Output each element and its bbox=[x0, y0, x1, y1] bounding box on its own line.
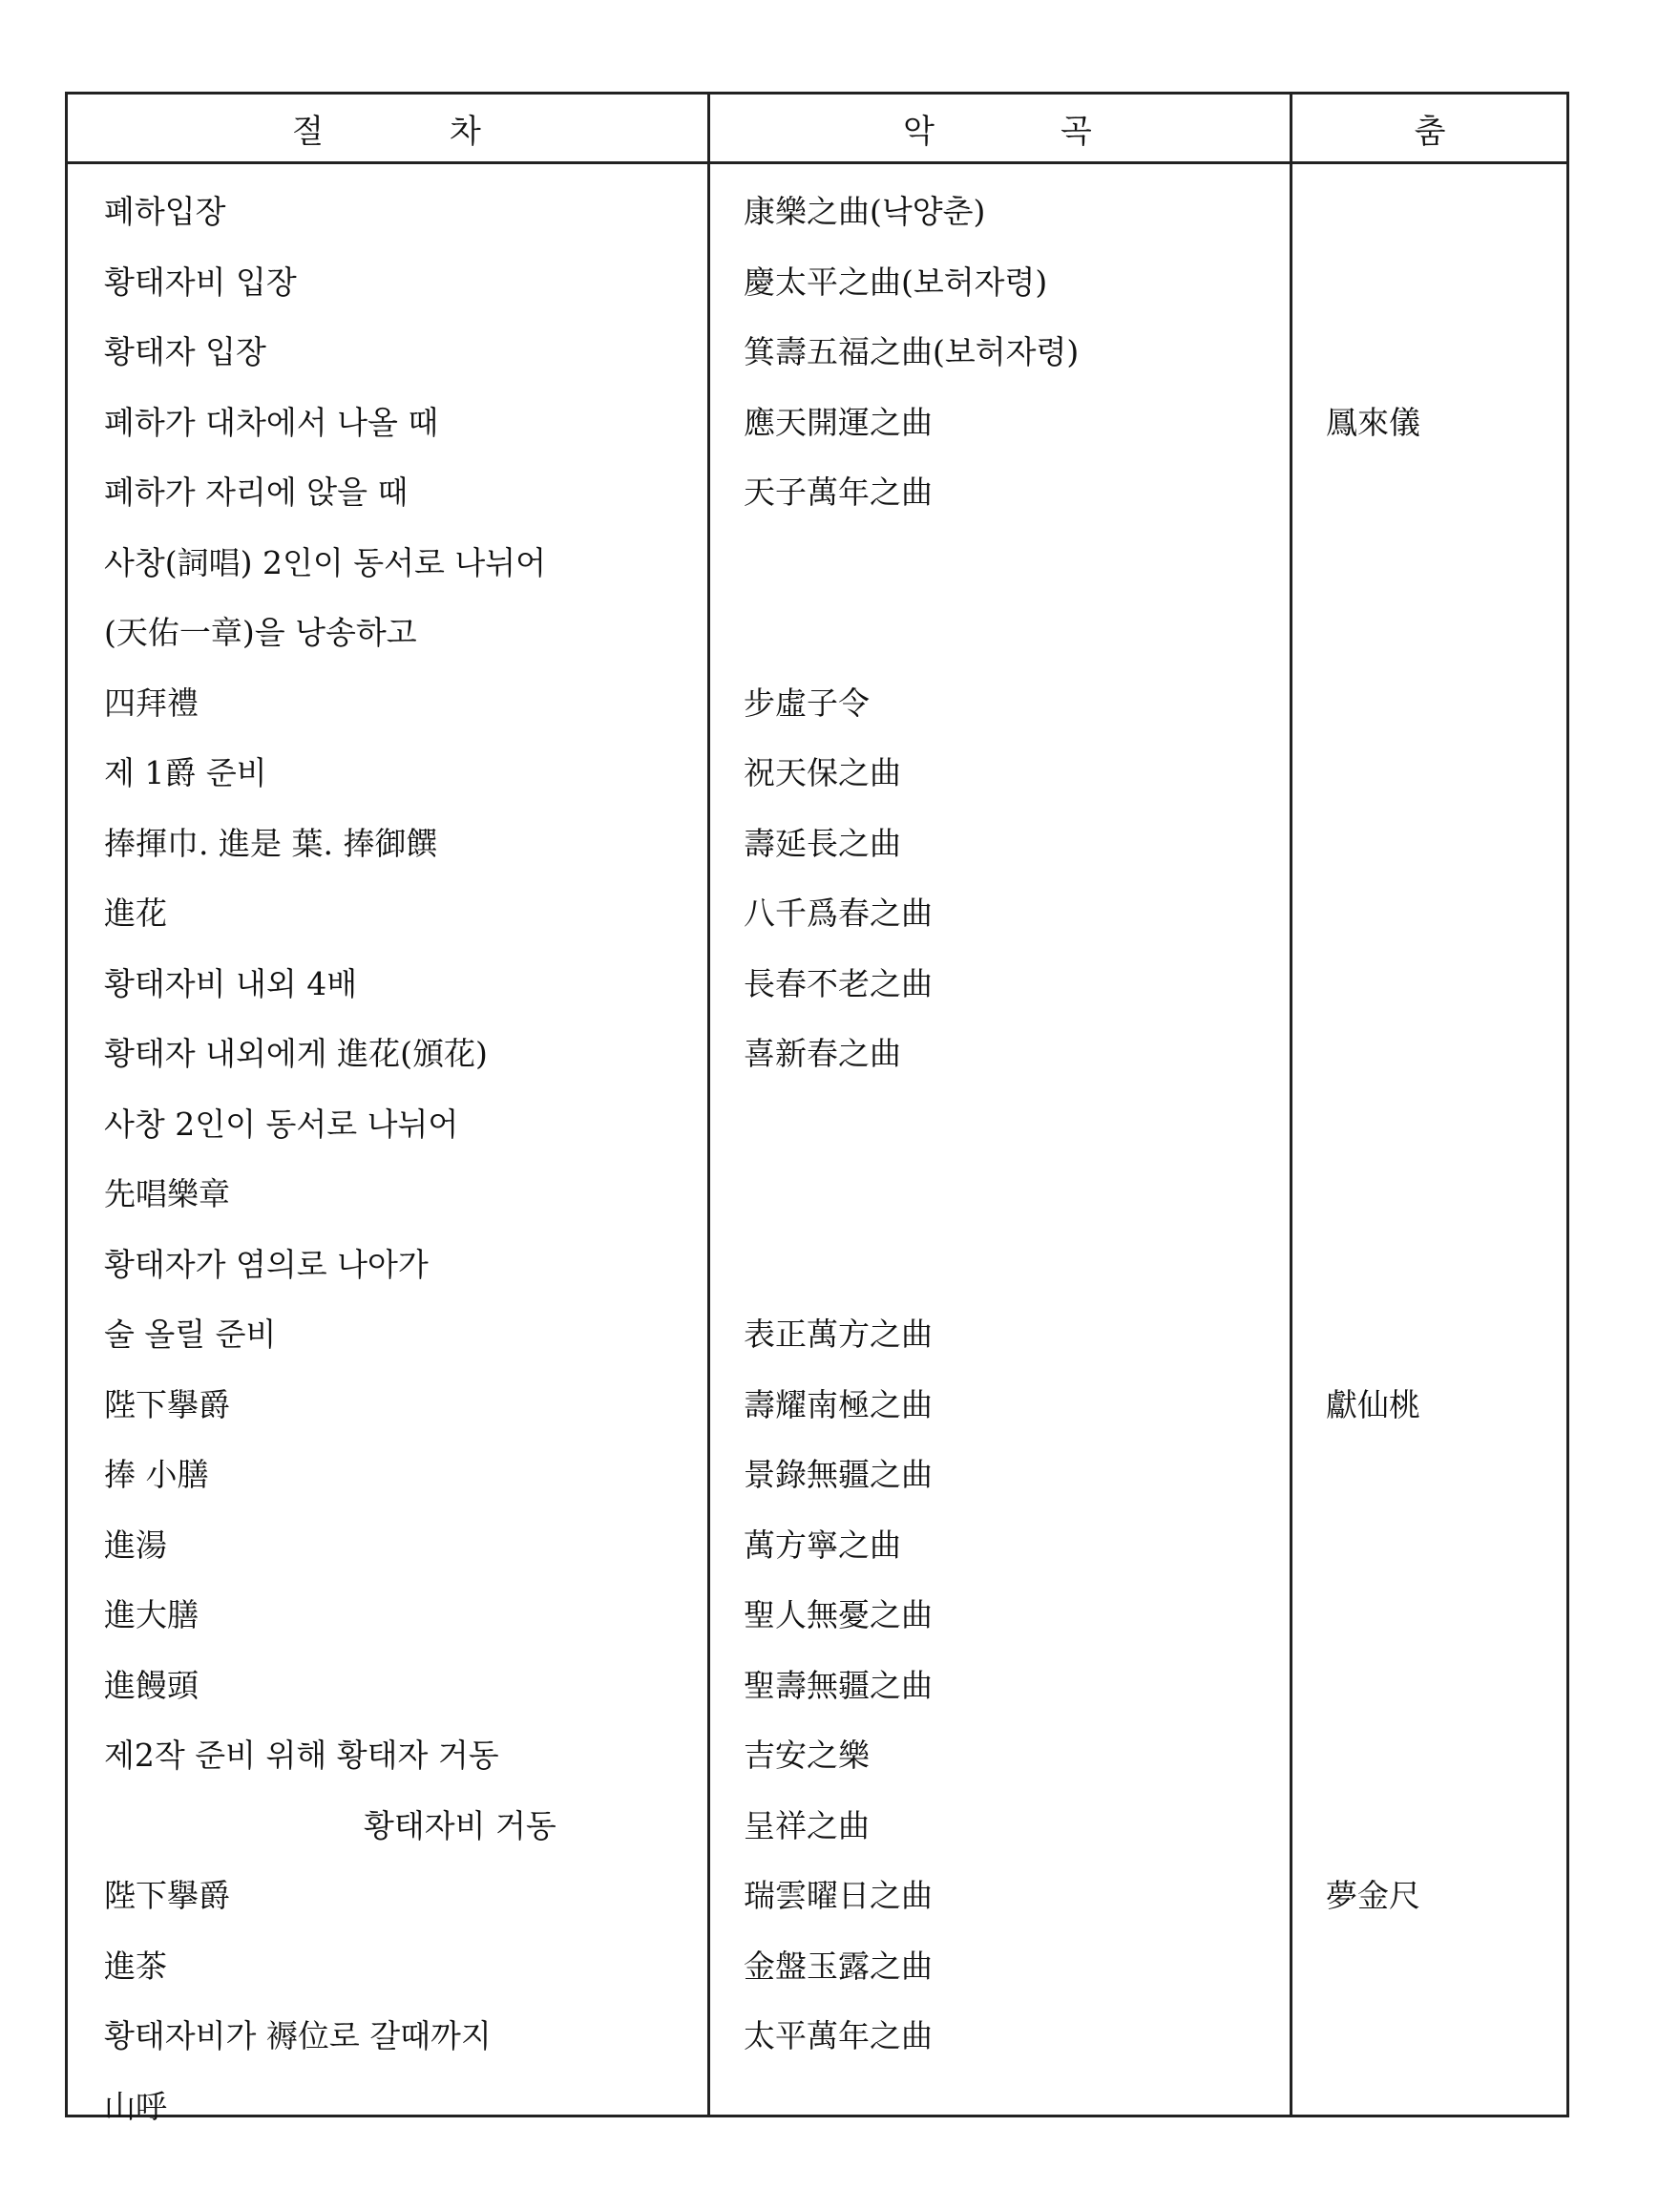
table-row bbox=[68, 878, 1572, 948]
header-music bbox=[707, 95, 1290, 161]
dance-cell bbox=[1326, 1510, 1564, 1580]
procedure-cell: 陛下擧爵 bbox=[104, 1877, 230, 1914]
music-cell: 太平萬年之曲 bbox=[744, 2017, 933, 2054]
music-cell bbox=[744, 2072, 1278, 2141]
dance-cell bbox=[1326, 528, 1564, 598]
music-cell bbox=[744, 598, 1278, 667]
music-cell: 天子萬年之曲 bbox=[744, 474, 933, 511]
dance-cell bbox=[1326, 878, 1564, 948]
music-cell: 喜新春之曲 bbox=[744, 1035, 901, 1072]
procedure-cell: 捧 小膳 bbox=[104, 1456, 209, 1493]
procedure-cell: 進大膳 bbox=[104, 1596, 199, 1633]
procedure-cell: 進花 bbox=[104, 895, 167, 932]
procedure-cell: 폐하가 대차에서 나올 때 bbox=[104, 403, 439, 441]
music-cell: 祝天保之曲 bbox=[744, 754, 901, 791]
dance-cell bbox=[1326, 949, 1564, 1019]
dance-cell bbox=[1326, 598, 1564, 667]
dance-cell bbox=[1326, 1299, 1564, 1369]
music-cell: 聖壽無疆之曲 bbox=[744, 1666, 933, 1704]
procedure-cell: 술 올릴 준비 bbox=[104, 1316, 277, 1353]
table-row bbox=[68, 1510, 1572, 1580]
table-row bbox=[68, 1580, 1572, 1650]
dance-cell bbox=[1326, 1440, 1564, 1509]
dance-cell: 獻仙桃 bbox=[1326, 1385, 1420, 1423]
table-row bbox=[68, 1230, 1572, 1299]
table-row bbox=[68, 1019, 1572, 1088]
procedure-cell: 進湯 bbox=[104, 1526, 167, 1564]
procedure-cell: 황태자비가 褥位로 갈때까지 bbox=[104, 2017, 492, 2054]
music-cell: 壽耀南極之曲 bbox=[744, 1385, 933, 1423]
music-cell bbox=[744, 1089, 1278, 1159]
dance-cell bbox=[1326, 247, 1564, 317]
header-divider bbox=[68, 161, 1566, 164]
table-row bbox=[68, 1861, 1572, 1930]
procedure-cell: 陛下擧爵 bbox=[104, 1385, 230, 1423]
table-row bbox=[68, 528, 1572, 598]
music-cell: 金盤玉露之曲 bbox=[744, 1947, 933, 1985]
dance-cell bbox=[1326, 1089, 1564, 1159]
table-row bbox=[68, 1651, 1572, 1720]
table-row bbox=[68, 1159, 1572, 1229]
table-row bbox=[68, 809, 1572, 878]
procedure-cell: 사창(詞唱) 2인이 동서로 나뉘어 bbox=[104, 543, 546, 581]
dance-cell bbox=[1326, 738, 1564, 808]
dance-cell bbox=[1326, 1580, 1564, 1650]
table-row bbox=[68, 247, 1572, 317]
dance-cell bbox=[1326, 317, 1564, 387]
table-row bbox=[68, 949, 1572, 1019]
program-table bbox=[65, 92, 1569, 2125]
music-cell: 慶太平之曲(보허자령) bbox=[744, 263, 1048, 301]
music-cell: 聖人無憂之曲 bbox=[744, 1596, 933, 1633]
dance-cell bbox=[1326, 1720, 1564, 1790]
dance-cell bbox=[1326, 177, 1564, 246]
table-row bbox=[68, 1791, 1572, 1861]
table-row bbox=[68, 2072, 1572, 2141]
procedure-cell: 山呼 bbox=[104, 2087, 167, 2125]
music-cell bbox=[744, 1159, 1278, 1229]
music-cell: 吉安之樂 bbox=[744, 1737, 870, 1774]
music-cell: 應天開運之曲 bbox=[744, 403, 933, 441]
music-cell: 景錄無疆之曲 bbox=[744, 1456, 933, 1493]
header-procedure-char-1: 절 bbox=[292, 112, 326, 151]
music-cell: 長春不老之曲 bbox=[744, 964, 933, 1002]
procedure-cell: 황태자비 거동 bbox=[364, 1806, 556, 1844]
music-cell: 壽延長之曲 bbox=[744, 824, 901, 862]
procedure-cell: (天佑一章)을 낭송하고 bbox=[104, 614, 417, 651]
music-cell: 箕壽五福之曲(보허자령) bbox=[744, 333, 1080, 370]
procedure-cell: 사창 2인이 동서로 나뉘어 bbox=[104, 1105, 459, 1143]
dance-cell bbox=[1326, 1931, 1564, 2001]
table-row bbox=[68, 177, 1572, 246]
procedure-cell: 황태자가 염의로 나아가 bbox=[104, 1245, 429, 1283]
procedure-cell: 先唱樂章 bbox=[104, 1175, 230, 1212]
music-cell: 八千爲春之曲 bbox=[744, 895, 933, 932]
table-row bbox=[68, 457, 1572, 527]
dance-cell bbox=[1326, 809, 1564, 878]
music-cell: 康樂之曲(낙양춘) bbox=[744, 193, 986, 230]
header-music-char-1: 악 bbox=[903, 112, 936, 151]
music-cell bbox=[744, 528, 1278, 598]
dance-cell: 鳳來儀 bbox=[1326, 403, 1420, 441]
procedure-cell: 황태자비 내외 4배 bbox=[104, 964, 358, 1002]
table-row bbox=[68, 668, 1572, 738]
dance-cell bbox=[1326, 2072, 1564, 2141]
music-cell: 萬方寧之曲 bbox=[744, 1526, 901, 1564]
table-row bbox=[68, 1370, 1572, 1440]
procedure-cell: 황태자 내외에게 進花(頒花) bbox=[104, 1035, 488, 1072]
music-cell: 瑞雲曜日之曲 bbox=[744, 1877, 933, 1914]
table-row bbox=[68, 1720, 1572, 1790]
procedure-cell: 제 1爵 준비 bbox=[104, 754, 267, 791]
dance-cell: 夢金尺 bbox=[1326, 1877, 1420, 1914]
music-cell bbox=[744, 1230, 1278, 1299]
procedure-cell: 進茶 bbox=[104, 1947, 167, 1985]
dance-cell bbox=[1326, 2001, 1564, 2071]
music-cell: 呈祥之曲 bbox=[744, 1806, 870, 1844]
header-procedure-char-2: 차 bbox=[450, 112, 483, 151]
dance-cell bbox=[1326, 1230, 1564, 1299]
procedure-cell: 황태자 입장 bbox=[104, 333, 266, 370]
dance-cell bbox=[1326, 1159, 1564, 1229]
table-row bbox=[68, 598, 1572, 667]
table-row bbox=[68, 1089, 1572, 1159]
table-row bbox=[68, 388, 1572, 457]
procedure-cell: 進饅頭 bbox=[104, 1666, 199, 1704]
music-cell: 步虛子令 bbox=[744, 684, 870, 722]
procedure-cell: 폐하입장 bbox=[104, 193, 226, 230]
dance-cell bbox=[1326, 457, 1564, 527]
procedure-cell: 捧揮巾. 進是 葉. 捧御饌 bbox=[104, 824, 438, 862]
header-dance: 춤 bbox=[1414, 112, 1448, 151]
dance-cell bbox=[1326, 1791, 1564, 1861]
table-row bbox=[68, 1299, 1572, 1369]
procedure-cell: 四拜禮 bbox=[104, 684, 199, 722]
table-row bbox=[68, 1931, 1572, 2001]
table-row bbox=[68, 2001, 1572, 2071]
header-music-char-2: 곡 bbox=[1060, 112, 1094, 151]
dance-cell bbox=[1326, 1019, 1564, 1088]
dance-cell bbox=[1326, 668, 1564, 738]
header-procedure bbox=[68, 95, 707, 161]
dance-cell bbox=[1326, 1651, 1564, 1720]
table-row bbox=[68, 738, 1572, 808]
procedure-cell: 황태자비 입장 bbox=[104, 263, 297, 301]
procedure-cell: 폐하가 자리에 앉을 때 bbox=[104, 474, 409, 511]
music-cell: 表正萬方之曲 bbox=[744, 1316, 933, 1353]
table-row bbox=[68, 1440, 1572, 1509]
procedure-cell: 제2작 준비 위해 황태자 거동 bbox=[104, 1737, 499, 1774]
table-row bbox=[68, 317, 1572, 387]
